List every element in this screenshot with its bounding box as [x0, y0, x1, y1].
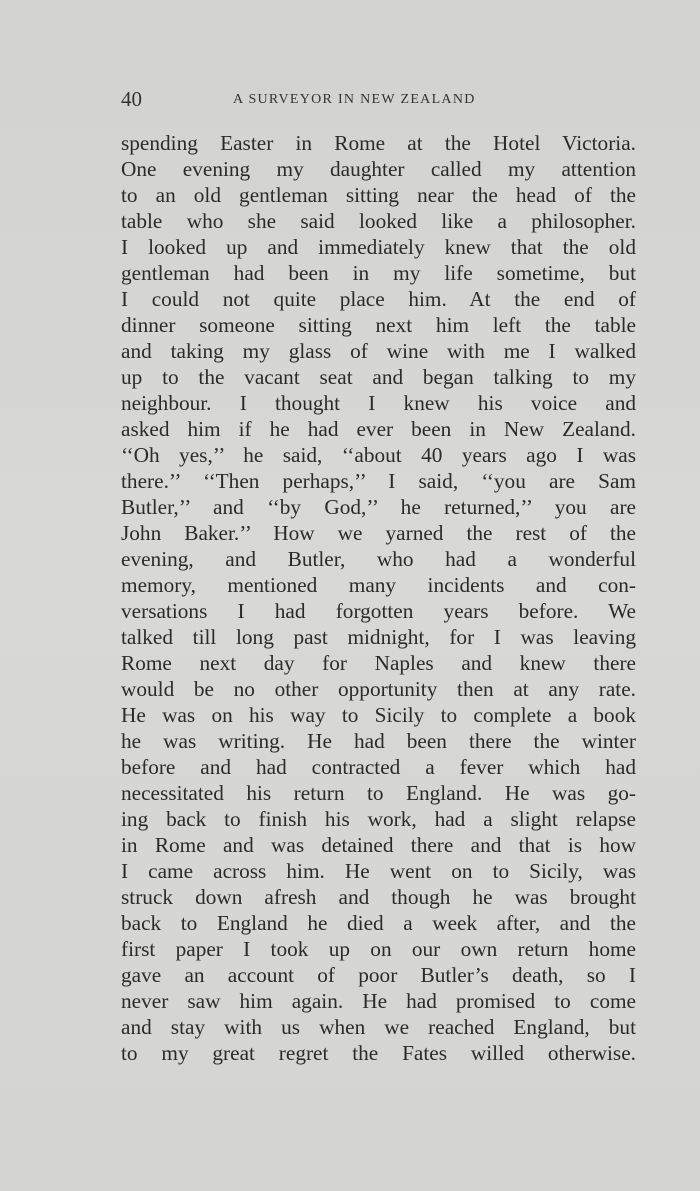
text-line: Rome next day for Naples and knew there [121, 651, 636, 675]
text-line: there.’’ ‘‘Then perhaps,’’ I said, ‘‘you are Sam [121, 469, 636, 493]
text-line: and taking my glass of wine with me I walked [121, 339, 636, 363]
text-line: struck down afresh and though he was brought [121, 885, 636, 909]
text-line: memory, mentioned many incidents and con- [121, 573, 636, 597]
text-line: up to the vacant seat and began talking to my [121, 365, 636, 389]
text-line: spending Easter in Rome at the Hotel Victoria. [121, 131, 636, 155]
text-line: gentleman had been in my life sometime, but [121, 261, 636, 285]
text-line: neighbour. I thought I knew his voice and [121, 391, 636, 415]
text-line: ing back to finish his work, had a slight relapse [121, 807, 636, 831]
text-line: I could not quite place him. At the end of [121, 287, 636, 311]
text-line: I came across him. He went on to Sicily, was [121, 859, 636, 883]
text-line: would be no other opportunity then at any rate. [121, 677, 636, 701]
running-title: A SURVEYOR IN NEW ZEALAND [233, 92, 476, 107]
text-line: John Baker.’’ How we yarned the rest of the [121, 521, 636, 545]
text-line: to an old gentleman sitting near the head of the [121, 183, 636, 207]
text-line: to my great regret the Fates willed otherwise. [121, 1041, 636, 1065]
text-line: he was writing. He had been there the winter [121, 729, 636, 753]
text-line: One evening my daughter called my attention [121, 157, 636, 181]
text-line: never saw him again. He had promised to come [121, 989, 636, 1013]
text-line: I looked up and immediately knew that the old [121, 235, 636, 259]
page-number: 40 [121, 87, 142, 111]
text-line: talked till long past midnight, for I was leaving [121, 625, 636, 649]
text-line: gave an account of poor Butler’s death, so I [121, 963, 636, 987]
body-text [121, 130, 636, 1066]
text-line: and stay with us when we reached England, but [121, 1015, 636, 1039]
text-line: evening, and Butler, who had a wonderful [121, 547, 636, 571]
running-head [121, 86, 636, 112]
text-line: He was on his way to Sicily to complete a book [121, 703, 636, 727]
text-line: necessitated his return to England. He was go- [121, 781, 636, 805]
text-line: in Rome and was detained there and that is how [121, 833, 636, 857]
text-line: first paper I took up on our own return home [121, 937, 636, 961]
text-line: before and had contracted a fever which had [121, 755, 636, 779]
text-line: asked him if he had ever been in New Zealand. [121, 417, 636, 441]
text-line: Butler,’’ and ‘‘by God,’’ he returned,’’ you are [121, 495, 636, 519]
text-line: versations I had forgotten years before. We [121, 599, 636, 623]
text-line: back to England he died a week after, and the [121, 911, 636, 935]
text-line: dinner someone sitting next him left the table [121, 313, 636, 337]
text-line: ‘‘Oh yes,’’ he said, ‘‘about 40 years ago I was [121, 443, 636, 467]
text-line: table who she said looked like a philosopher. [121, 209, 636, 233]
